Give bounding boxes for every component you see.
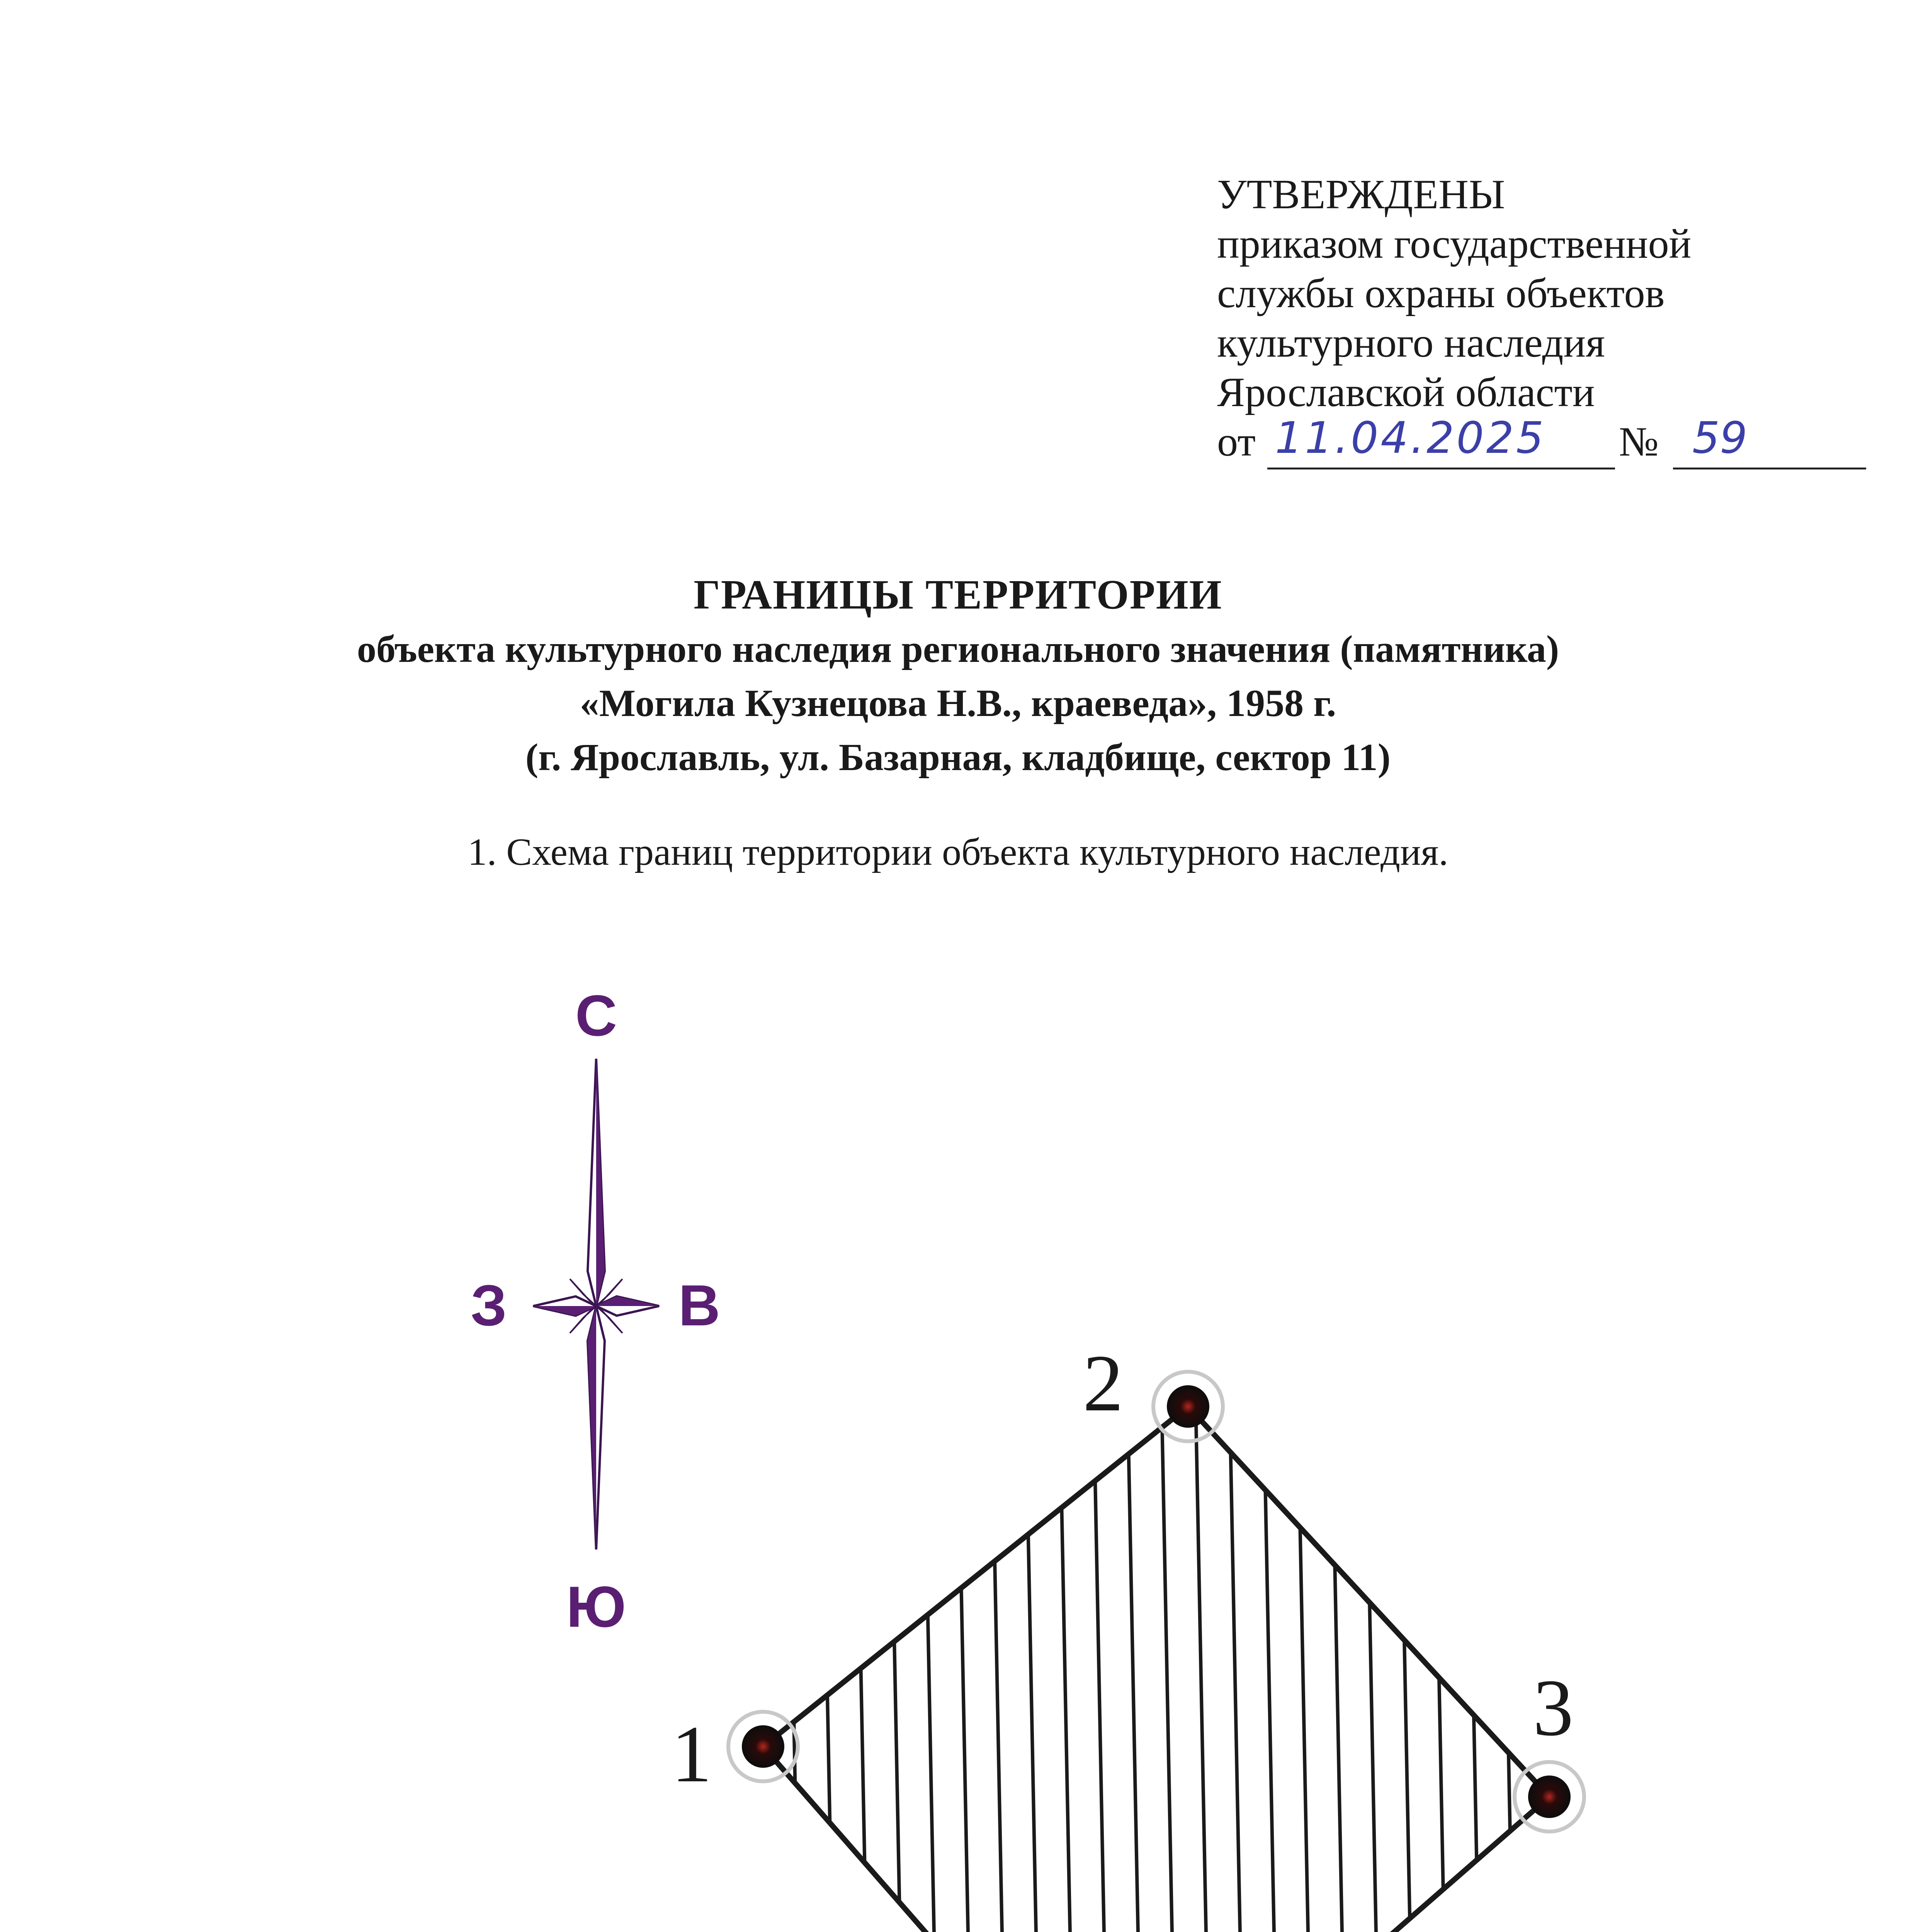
approval-line: Ярославской области <box>1217 369 1595 415</box>
hatch-line <box>1161 1391 1177 1932</box>
compass-north-label: С <box>575 983 617 1048</box>
compass-west-label: З <box>471 1273 507 1338</box>
approval-line: приказом государственной <box>1217 221 1692 267</box>
hatch-line <box>1263 1391 1279 1932</box>
hatch-line <box>1501 1391 1517 1932</box>
hatch-line <box>1331 1391 1347 1932</box>
hatch-line <box>1297 1391 1313 1932</box>
turning-point-3 <box>1515 1663 1584 1832</box>
hatch-line <box>1025 1391 1041 1932</box>
hatch-line <box>1433 1391 1449 1932</box>
hatch-line <box>957 1391 973 1932</box>
hatch-line <box>1399 1391 1415 1932</box>
territory-boundary-line <box>763 1406 1549 1932</box>
hatch-line <box>991 1391 1007 1932</box>
point-label: 2 <box>1083 1338 1124 1428</box>
date-label: от <box>1217 419 1256 465</box>
section-1-heading: 1. Схема границ территории объекта культурного наследия. <box>468 830 1448 873</box>
document-subtitle-line: объекта культурного наследия регионального значения (памятника) <box>357 628 1559 670</box>
point-label: 1 <box>671 1709 712 1799</box>
hatch-line <box>1467 1391 1483 1932</box>
document-title: ГРАНИЦЫ ТЕРРИТОРИИ <box>694 572 1222 618</box>
point-marker-icon <box>1167 1385 1209 1428</box>
approval-line: службы охраны объектов <box>1217 270 1665 316</box>
handwritten-number: 59 <box>1692 413 1748 463</box>
monument-name: «Могила Кузнецова Н.В., краеведа», 1958 г. <box>580 682 1336 724</box>
point-label: 3 <box>1533 1663 1574 1753</box>
hatch-line <box>1127 1391 1143 1932</box>
approval-heading: УТВЕРЖДЕНЫ <box>1217 172 1505 218</box>
hatch-line <box>1059 1391 1075 1932</box>
hatch-line <box>787 1391 803 1932</box>
handwritten-date: 11.04.2025 <box>1275 413 1546 463</box>
number-label: № <box>1619 419 1659 465</box>
turning-point-1 <box>672 1709 798 1799</box>
hatch-line <box>923 1391 939 1932</box>
compass-star-icon <box>533 1059 659 1549</box>
turning-point-2 <box>1083 1338 1223 1441</box>
hatch-line <box>753 1391 769 1932</box>
compass-east-label: В <box>678 1273 721 1338</box>
hatch-line <box>821 1391 837 1932</box>
territory-polygon <box>753 1391 1549 1932</box>
compass-rose <box>471 983 720 1639</box>
hatch-line <box>1229 1391 1245 1932</box>
compass-south-label: Ю <box>566 1574 626 1639</box>
point-marker-icon <box>742 1725 784 1768</box>
hatch-line <box>1195 1391 1211 1932</box>
approval-line: культурного наследия <box>1217 320 1605 366</box>
hatch-line <box>889 1391 905 1932</box>
hatch-line <box>1365 1391 1381 1932</box>
point-marker-icon <box>1528 1776 1571 1818</box>
monument-address: (г. Ярославль, ул. Базарная, кладбище, сектор 11) <box>525 736 1391 779</box>
